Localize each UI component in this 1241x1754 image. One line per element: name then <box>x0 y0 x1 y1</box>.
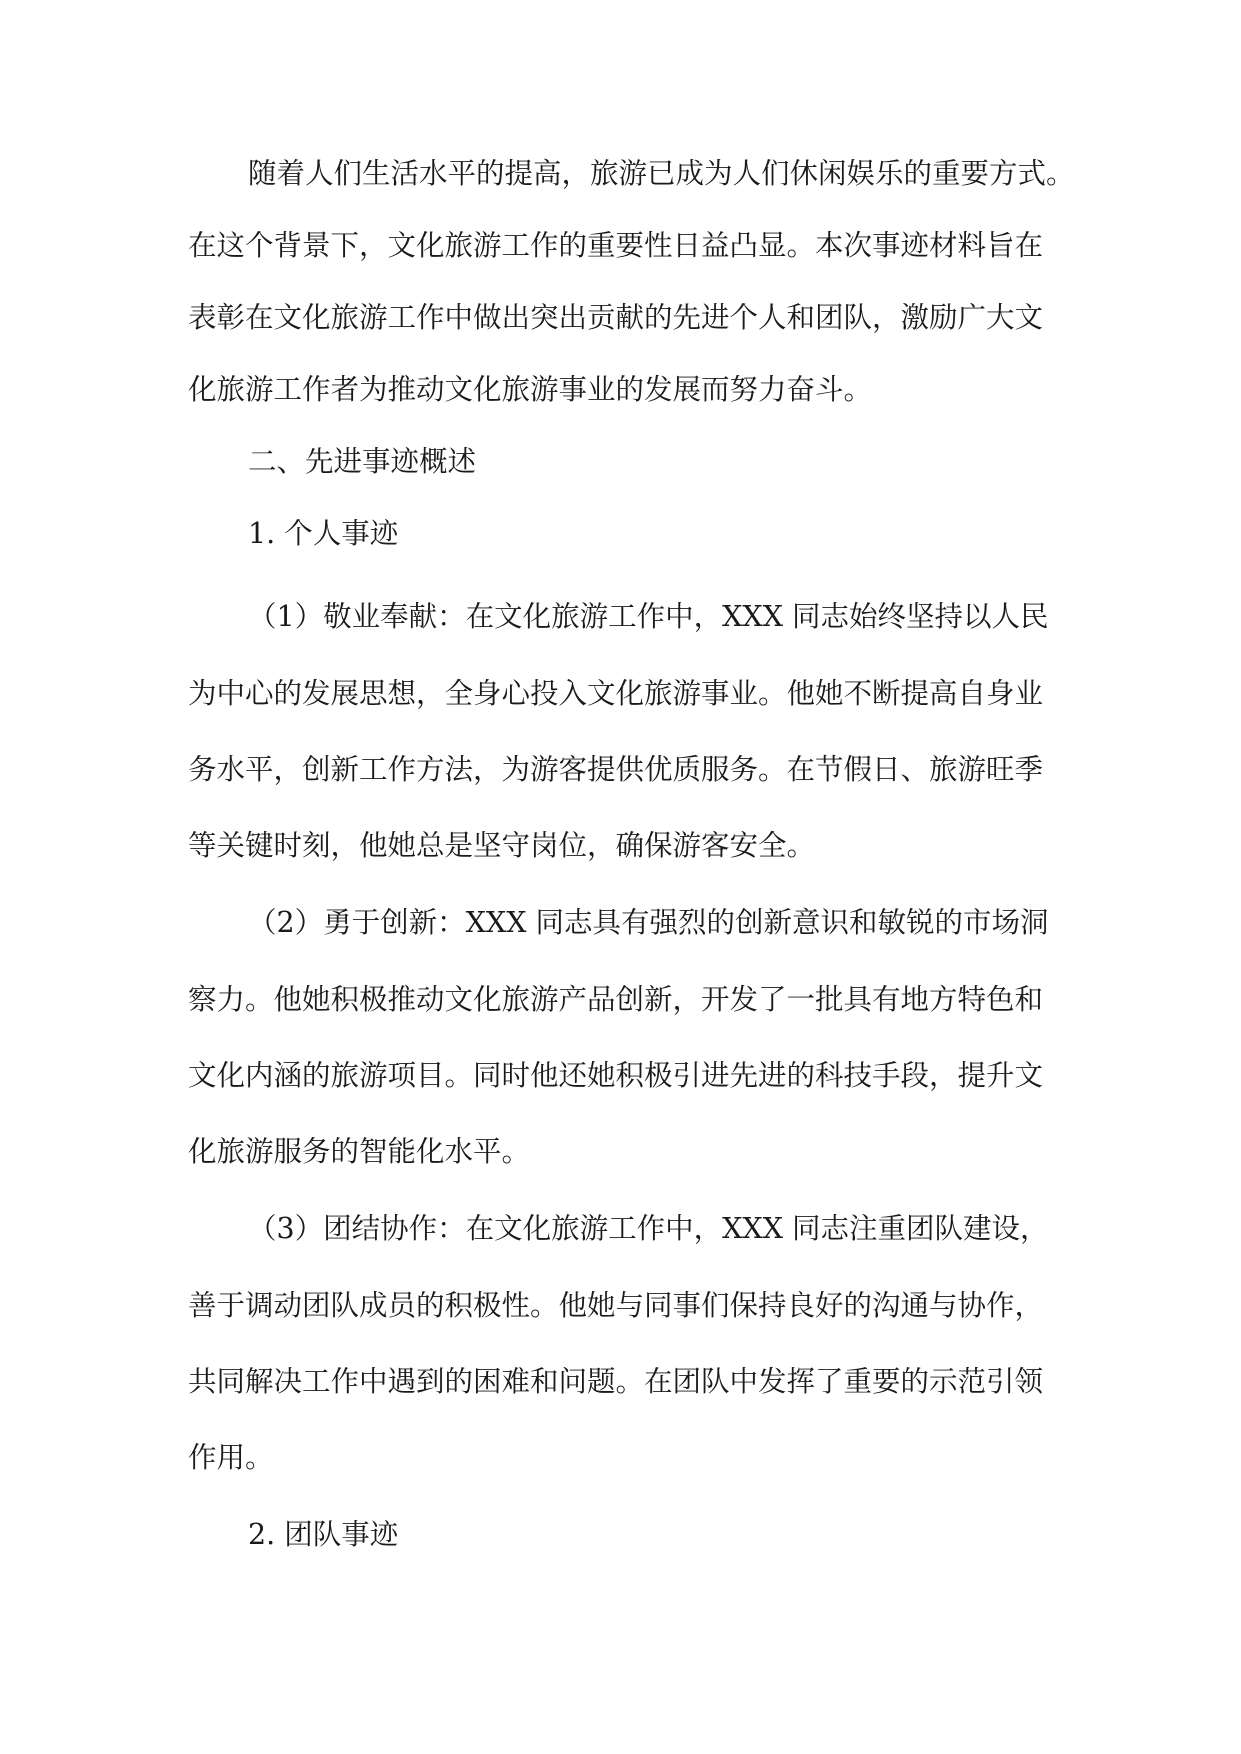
section-heading: 二、先进事迹概述 <box>248 445 477 478</box>
item-3-line-2: 善于调动团队成员的积极性。他她与同事们保持良好的沟通与协作， <box>188 1289 1044 1322</box>
item-2-line-3: 文化内涵的旅游项目。同时他还她积极引进先进的科技手段，提升文 <box>188 1059 1044 1092</box>
subheading-team: 2. 团队事迹 <box>248 1518 399 1551</box>
item-1-line-3: 务水平，创新工作方法，为游客提供优质服务。在节假日、旅游旺季 <box>188 753 1044 786</box>
paragraph-1-line-2: 在这个背景下，文化旅游工作的重要性日益凸显。本次事迹材料旨在 <box>188 229 1044 262</box>
paragraph-1-line-1: 随着人们生活水平的提高，旅游已成为人们休闲娱乐的重要方式。 <box>248 157 1075 190</box>
paragraph-1-line-3: 表彰在文化旅游工作中做出突出贡献的先进个人和团队，激励广大文 <box>188 301 1044 334</box>
item-2-line-1: （2）勇于创新：XXX 同志具有强烈的创新意识和敏锐的市场洞 <box>248 906 1049 939</box>
paragraph-1-line-4: 化旅游工作者为推动文化旅游事业的发展而努力奋斗。 <box>188 373 873 406</box>
item-3-line-3: 共同解决工作中遇到的困难和问题。在团队中发挥了重要的示范引领 <box>188 1365 1044 1398</box>
item-3-line-4: 作用。 <box>188 1441 274 1474</box>
item-2-line-2: 察力。他她积极推动文化旅游产品创新，开发了一批具有地方特色和 <box>188 983 1044 1016</box>
item-1-line-1: （1）敬业奉献：在文化旅游工作中，XXX 同志始终坚持以人民 <box>248 600 1049 633</box>
item-2-line-4: 化旅游服务的智能化水平。 <box>188 1135 531 1168</box>
item-3-line-1: （3）团结协作：在文化旅游工作中，XXX 同志注重团队建设， <box>248 1212 1049 1245</box>
item-1-line-4: 等关键时刻，他她总是坚守岗位，确保游客安全。 <box>188 829 816 862</box>
item-1-line-2: 为中心的发展思想，全身心投入文化旅游事业。他她不断提高自身业 <box>188 677 1044 710</box>
subheading-individual: 1. 个人事迹 <box>248 517 399 550</box>
